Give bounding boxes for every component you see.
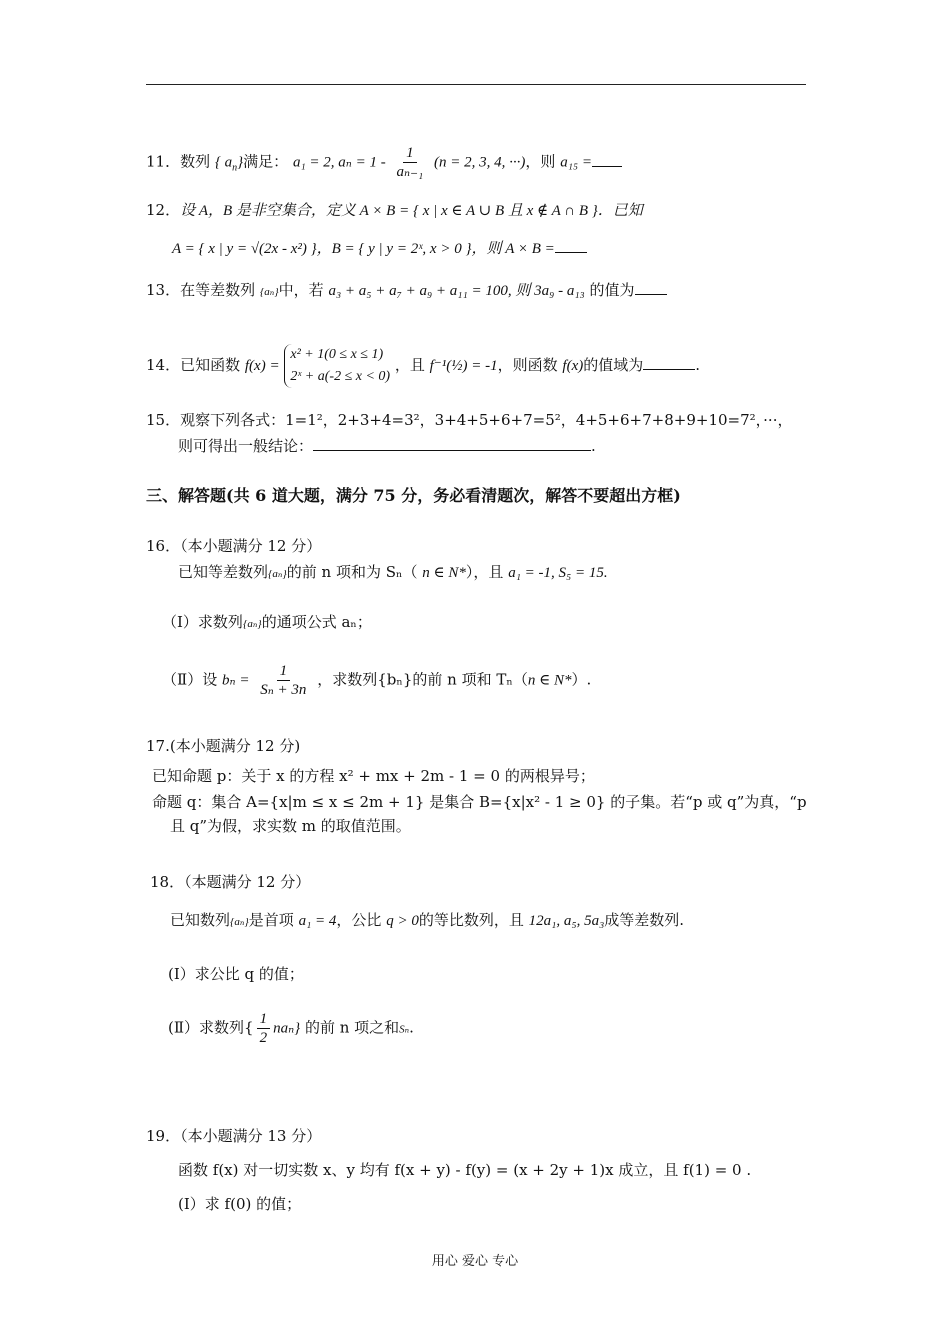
question-19-head: 19．（本小题满分 13 分） — [146, 1127, 322, 1145]
question-16-line1 — [178, 562, 608, 584]
q16-bn: bₙ = — [221, 672, 250, 689]
page-footer: 用心 爱心 专心 — [431, 1254, 519, 1269]
question-17-head: 17.(本小题满分 12 分) — [146, 737, 301, 755]
q14-case2: 2ˣ + a(-2 ≤ x < 0) — [290, 369, 391, 384]
q16-frac-den: Sₙ + 3n — [260, 682, 307, 698]
q16-given: a₁ = -1, S₅ = 15. — [508, 565, 608, 581]
q16-fraction — [257, 662, 309, 699]
q14-post2: 的值域为 — [583, 356, 644, 374]
q13-mid: 中，若 — [278, 281, 324, 299]
q16-part2-text: （Ⅱ）设 — [162, 670, 218, 689]
q11-target: a₁₅ = — [560, 154, 592, 171]
q18-frac-den: 2 — [259, 1030, 268, 1046]
question-19-part1: (Ⅰ）求 f(0) 的值； — [178, 1195, 302, 1213]
q14-pre: 已知函数 — [180, 356, 241, 374]
q18-text-h: 成等差数列. — [604, 911, 685, 929]
question-18-head: 18．（本题满分 12 分） — [150, 873, 311, 891]
q13-post: 的值为 — [589, 281, 635, 299]
question-12-line1 — [146, 200, 643, 221]
q14-inverse: f⁻¹(½) = -1 — [429, 358, 498, 374]
q18-end: . — [409, 1018, 414, 1037]
question-17-line2: 命题 q：集合 A={x|m ≤ x ≤ 2m + 1} 是集合 B={x|x² - 1 ≥ 0} 的子集。若“p 或 q”为真，“p — [152, 793, 807, 811]
q13-seq: {aₙ} — [259, 286, 279, 298]
question-12-line2 — [172, 238, 587, 259]
q15-end: . — [591, 437, 596, 455]
q16-part1-text-b: 的通项公式 aₙ； — [261, 613, 372, 631]
q18-text: 已知数列 — [170, 911, 231, 929]
question-number: 13． — [146, 281, 181, 299]
q16-part1-text: （Ⅰ）求数列 — [162, 613, 243, 631]
q18-part2-text: (Ⅱ）求数列{ — [168, 1018, 254, 1037]
q16-text-b: 的前 n 项和为 Sₙ（ — [286, 563, 418, 581]
q14-fx: f(x) = — [244, 358, 280, 374]
answer-blank — [643, 355, 695, 370]
q18-first-term: a₁ = 4 — [298, 913, 337, 929]
q14-fx2: f(x) — [562, 358, 584, 374]
question-number: 15． — [146, 411, 181, 429]
q12-set-a: A = { x | y = √(2x - x²) } — [172, 241, 317, 257]
q11-mid: 满足： — [243, 152, 289, 171]
question-16-part1 — [162, 612, 372, 634]
question-18-part2 — [168, 1010, 414, 1047]
q15-equations: 观察下列各式：1=1²，2+3+4=3²，3+4+5+6+7=5²，4+5+6+7+8+9+10=7²，···， — [180, 411, 793, 429]
q16-text-c: ），且 — [465, 563, 504, 581]
q18-text-b: 是首项 — [248, 911, 294, 929]
q18-text-f: 的等比数列，且 — [418, 911, 524, 929]
q11-formula: a₁ = 2, aₙ = 1 - — [292, 154, 386, 171]
answer-blank — [555, 238, 587, 253]
section-heading: 三、解答题(共 6 道大题，满分 75 分，务必看清题次，解答不要超出方框) — [146, 486, 681, 505]
q11-text: 数列 — [180, 152, 211, 171]
q11-condition: (n = 2, 3, 4, ···) — [434, 154, 526, 171]
q11-seq-close: } — [237, 154, 244, 171]
question-number: 11． — [146, 152, 181, 171]
q15-ask: 则可得出一般结论： — [178, 437, 314, 455]
q18-term: naₙ} — [273, 1020, 301, 1037]
answer-blank — [635, 280, 667, 295]
q16-nset: n ∈ N* — [527, 672, 572, 689]
question-16-head — [146, 536, 321, 556]
question-16-part2 — [162, 662, 591, 699]
q13-formula: a₃ + a₅ + a₇ + a₉ + a₁₁ = 100, 则 3a₉ - a₁₃ — [328, 283, 585, 299]
q16-seq: {aₙ} — [268, 568, 287, 580]
q18-ratio: q > 0 — [386, 913, 419, 929]
q14-case1: x² + 1(0 ≤ x ≤ 1) — [290, 347, 384, 362]
q12-definition: 设 A，B 是非空集合，定义 A × B = { x | x ∈ A ∪ B 且 x ∉ A ∩ B }．已知 — [180, 203, 643, 219]
q18-terms: 12a₁, a₅, 5a₃ — [528, 913, 605, 929]
q14-post: ，则函数 — [497, 356, 558, 374]
q16-part2-text-b: ，求数列{bₙ}的前 n 项和 Tₙ（ — [317, 670, 528, 689]
question-17-line1: 已知命题 p：关于 x 的方程 x² + mx + 2m - 1 = 0 的两根异号； — [152, 767, 595, 785]
q11-seq-sub: n — [232, 162, 238, 174]
q18-fraction — [257, 1010, 271, 1047]
question-13 — [146, 280, 667, 302]
question-17-line3: 且 q”为假，求实数 m 的取值范围。 — [170, 817, 411, 835]
answer-blank — [592, 152, 622, 167]
q16-text: 已知等差数列 — [178, 563, 269, 581]
q14-piecewise — [284, 344, 390, 388]
q18-frac-num: 1 — [257, 1010, 271, 1029]
q16-nset: n ∈ N* — [422, 565, 466, 581]
header-rule — [146, 84, 806, 85]
question-15-line2 — [178, 436, 596, 456]
question-15-line1 — [146, 410, 792, 430]
question-number: 12． — [146, 201, 181, 219]
q16-head: （本小题满分 12 分） — [180, 537, 322, 555]
question-18-part1: (Ⅰ）求公比 q 的值； — [168, 965, 304, 983]
q11-frac-num: 1 — [403, 144, 417, 163]
question-18-line1 — [170, 910, 684, 932]
q11-then: ，则 — [525, 152, 556, 171]
q11-fraction — [394, 144, 427, 181]
q16-frac-num: 1 — [277, 662, 291, 681]
question-11 — [146, 144, 622, 181]
answer-blank — [313, 436, 591, 451]
q16-seq: {aₙ} — [242, 618, 262, 630]
q18-seq: {aₙ} — [230, 916, 249, 928]
q14-mid: ，且 — [394, 356, 425, 374]
q14-end: . — [695, 356, 701, 374]
question-14 — [146, 344, 700, 388]
question-number: 16． — [146, 537, 181, 555]
q12-ask: ，则 A × B = — [471, 241, 555, 257]
q18-sum: Sₙ — [399, 1023, 410, 1036]
q18-text-d: ，公比 — [336, 911, 382, 929]
q12-set-b: ，B = { y | y = 2ˣ, x > 0 } — [316, 241, 472, 257]
q11-frac-den: aₙ₋₁ — [396, 164, 424, 180]
q11-seq: { a — [214, 154, 233, 171]
question-19-line1: 函数 f(x) 对一切实数 x、y 均有 f(x + y) - f(y) = (x + 2y + 1)x 成立，且 f(1) = 0 . — [178, 1161, 752, 1179]
q13-pre: 在等差数列 — [180, 281, 256, 299]
q16-part2-text-c: ）. — [571, 670, 592, 689]
q18-part2-text-c: 的前 n 项之和 — [304, 1018, 400, 1037]
question-number: 14． — [146, 356, 181, 374]
